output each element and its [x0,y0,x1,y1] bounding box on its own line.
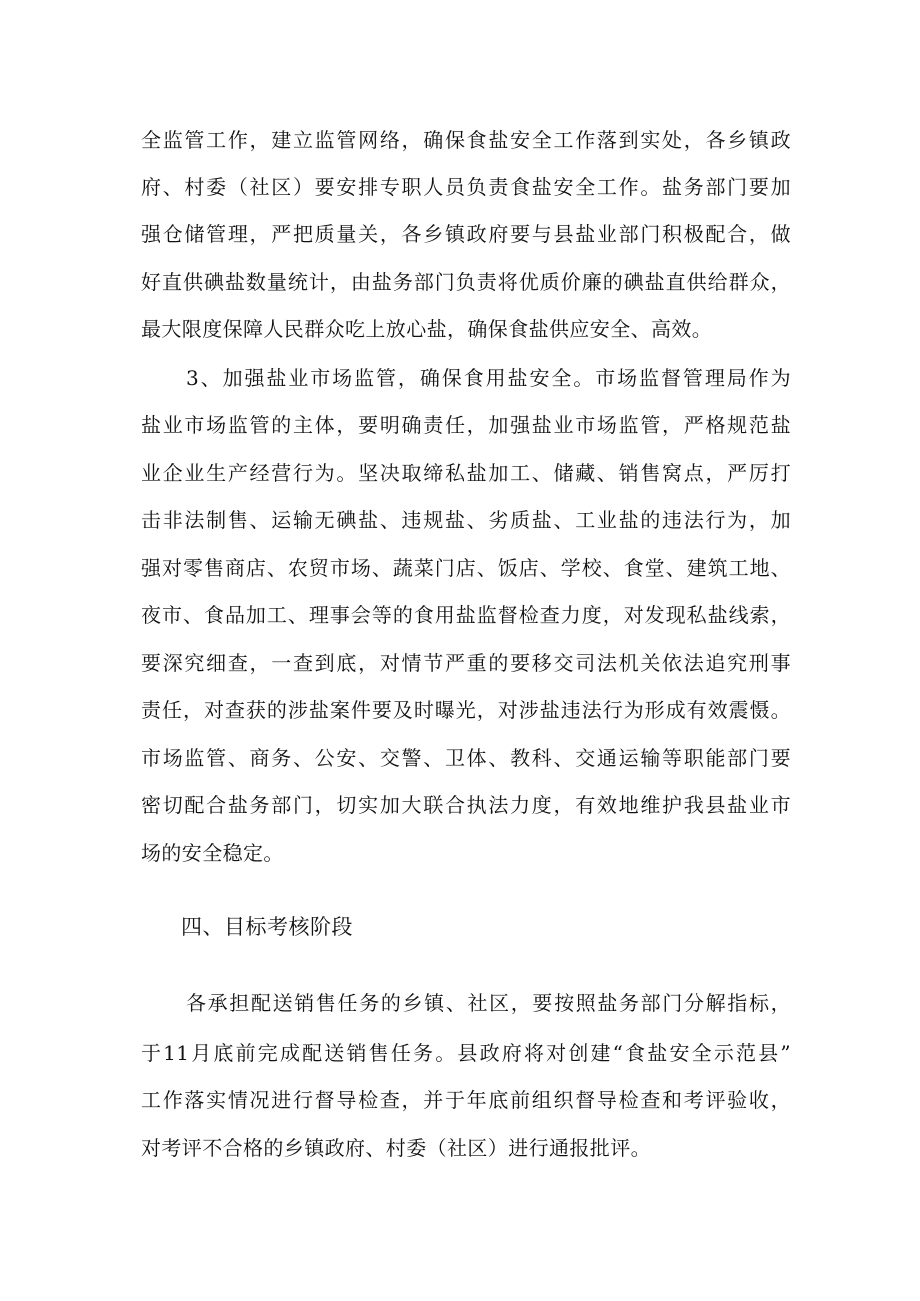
paragraph-3-line: 对考评不合格的乡镇政府、村委（社区）进行通报批评。 [141,1136,651,1160]
paragraph-2-line: 盐业市场监管的主体，要明确责任，加强盐业市场监管，严格规范盐 [141,413,791,437]
paragraph-2-line: 场的安全稳定。 [141,841,284,865]
paragraph-2-line: 业企业生产经营行为。坚决取缔私盐加工、储藏、销售窝点，严厉打 [141,461,791,485]
paragraph-2-line: 市场监管、商务、公安、交警、卫体、教科、交通运输等职能部门要 [141,746,791,770]
paragraph-1-line: 最大限度保障人民群众吃上放心盐，确保食盐供应安全、高效。 [141,317,713,341]
paragraph-2-line: 强对零售商店、农贸市场、蔬菜门店、饭店、学校、食堂、建筑工地、 [141,556,791,580]
paragraph-2-line: 密切配合盐务部门，切实加大联合执法力度，有效地维护我县盐业市 [141,793,791,817]
paragraph-1-line: 全监管工作，建立监管网络，确保食盐安全工作落到实处，各乡镇政 [141,128,791,152]
paragraph-3-line: 于11月底前完成配送销售任务。县政府将对创建“食盐安全示范县” [141,1041,791,1065]
paragraph-1-line: 好直供碘盐数量统计，由盐务部门负责将优质价廉的碘盐直供给群众， [141,270,791,294]
paragraph-2-line: 责任，对查获的涉盐案件要及时曝光，对涉盐违法行为形成有效震慑。 [141,698,791,722]
paragraph-2-line: 夜市、食品加工、理事会等的食用盐监督检查力度，对发现私盐线索， [141,603,791,627]
section-heading: 四、目标考核阶段 [181,915,353,939]
paragraph-1-line: 强仓储管理，严把质量关，各乡镇政府要与县盐业部门积极配合，做 [141,222,791,246]
paragraph-3-line: 工作落实情况进行督导检查，并于年底前组织督导检查和考评验收， [141,1088,791,1112]
paragraph-3-line: 各承担配送销售任务的乡镇、社区，要按照盐务部门分解指标， [186,991,791,1015]
paragraph-2-line: 要深究细查，一查到底，对情节严重的要移交司法机关依法追究刑事 [141,651,791,675]
paragraph-2-line: 3、加强盐业市场监管，确保食用盐安全。市场监督管理局作为 [186,366,791,390]
paragraph-1-line: 府、村委（社区）要安排专职人员负责食盐安全工作。盐务部门要加 [141,175,791,199]
paragraph-2-line: 击非法制售、运输无碘盐、违规盐、劣质盐、工业盐的违法行为，加 [141,508,791,532]
